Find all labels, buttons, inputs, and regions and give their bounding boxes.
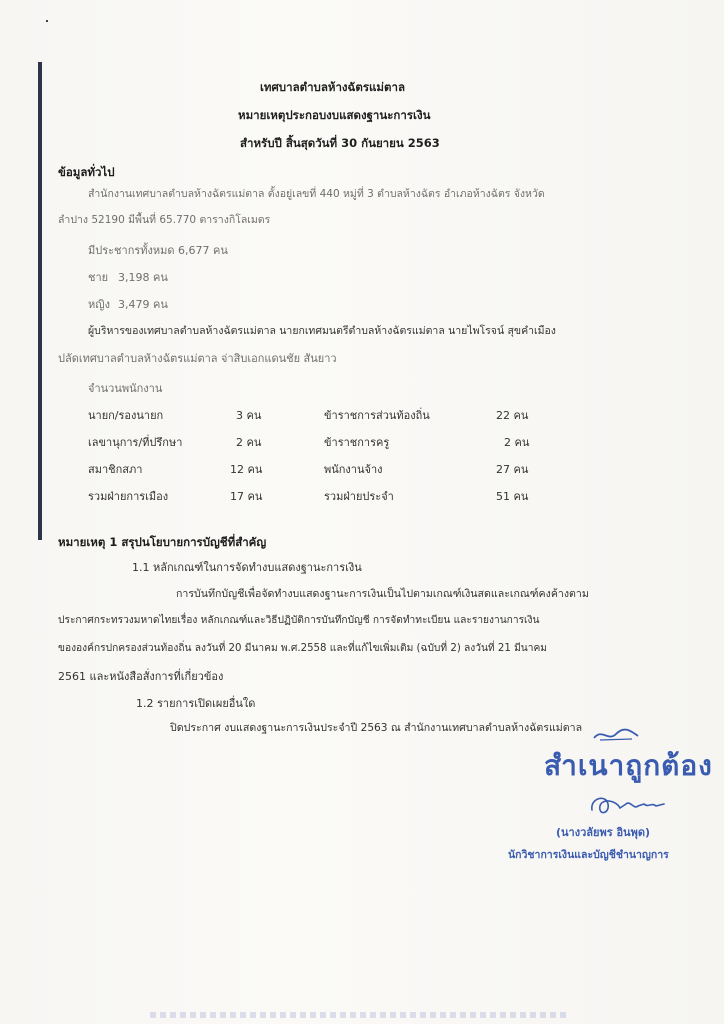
administrators-line2: ปลัดเทศบาลตำบลห้างฉัตรแม่ตาล จ่าสิบเอกแดนชัย สันยาว — [58, 352, 337, 365]
header-period: สำหรับปี สิ้นสุดวันที่ 30 กันยายน 2563 — [240, 136, 440, 150]
staff-left-label: นายก/รองนายก — [88, 409, 164, 422]
office-address-line1: สำนักงานเทศบาลตำบลห้างฉัตรแม่ตาล ตั้งอยู่เลขที่ 440 หมู่ที่ 3 ตำบลห้างฉัตร อำเภอห้างฉัตร จังหวัด — [88, 188, 545, 200]
staff-right-value: 27 คน — [496, 463, 529, 476]
scan-artifact — [150, 1012, 570, 1018]
staff-right-label: ข้าราชการส่วนท้องถิ่น — [324, 409, 430, 422]
section-1-1-title: 1.1 หลักเกณฑ์ในการจัดทำงบแสดงฐานะการเงิน — [132, 561, 362, 574]
section-1-2-title: 1.2 รายการเปิดเผยอื่นใด — [136, 697, 256, 710]
staff-right-label: ข้าราชการครู — [324, 436, 390, 449]
speck — [46, 20, 48, 22]
section-1-1-paragraph-line2: ประกาศกระทรวงมหาดไทยเรื่อง หลักเกณฑ์และวิธีปฏิบัติการบันทึกบัญชี การจัดทำทะเบียน และรายงานการเงิน — [58, 615, 540, 626]
staff-heading: จำนวนพนักงาน — [88, 382, 163, 395]
note1-heading: หมายเหตุ 1 สรุปนโยบายการบัญชีที่สำคัญ — [58, 535, 267, 549]
female-value: 3,479 คน — [118, 298, 168, 311]
staff-right-value: 51 คน — [496, 490, 529, 503]
binding-margin-line — [38, 62, 42, 540]
staff-left-value: 3 คน — [236, 409, 262, 422]
section-1-2-paragraph: ปิดประกาศ งบแสดงฐานะการเงินประจำปี 2563 ณ สำนักงานเทศบาลตำบลห้างฉัตรแม่ตาล — [170, 722, 583, 734]
signer-name: (นางวลัยพร อินพุด) — [556, 826, 650, 839]
staff-right-value: 22 คน — [496, 409, 529, 422]
section-1-1-paragraph-line4: 2561 และหนังสือสั่งการที่เกี่ยวข้อง — [58, 670, 224, 683]
initials-scribble — [592, 722, 642, 744]
staff-left-value: 12 คน — [230, 463, 263, 476]
staff-right-label: รวมฝ่ายประจำ — [324, 490, 394, 503]
staff-right-value: 2 คน — [504, 436, 530, 449]
staff-left-label: รวมฝ่ายการเมือง — [88, 490, 169, 503]
staff-left-value: 2 คน — [236, 436, 262, 449]
certified-copy-stamp: สำเนาถูกต้อง — [544, 749, 713, 782]
population-total: มีประชากรทั้งหมด 6,677 คน — [88, 244, 228, 257]
staff-left-label: เลขานุการ/ที่ปรึกษา — [88, 436, 183, 449]
staff-left-label: สมาชิกสภา — [88, 463, 143, 476]
office-address-line2: ลำปาง 52190 มีพื้นที่ 65.770 ตารางกิโลเมตร — [58, 214, 271, 226]
administrators-line1: ผู้บริหารของเทศบาลตำบลห้างฉัตรแม่ตาล นายกเทศมนตรีตำบลห้างฉัตรแม่ตาล นายไพโรจน์ สุขคำเมือง — [88, 325, 556, 337]
general-info-heading: ข้อมูลทั่วไป — [58, 165, 115, 179]
section-1-1-paragraph-line3: ขององค์กรปกครองส่วนท้องถิ่น ลงวันที่ 20 มีนาคม พ.ศ.2558 และที่แก้ไขเพิ่มเติม (ฉบับที่ 2) ลงวันที่ 21 มีนาคม — [58, 643, 548, 654]
header-organization: เทศบาลตำบลห้างฉัตรแม่ตาล — [260, 80, 405, 94]
male-label: ชาย — [88, 271, 109, 284]
handwritten-signature — [586, 790, 676, 820]
header-document-title: หมายเหตุประกอบงบแสดงฐานะการเงิน — [238, 108, 431, 122]
staff-left-value: 17 คน — [230, 490, 263, 503]
section-1-1-paragraph-line1: การบันทึกบัญชีเพื่อจัดทำงบแสดงฐานะการเงินเป็นไปตามเกณฑ์เงินสดและเกณฑ์คงค้างตาม — [176, 588, 589, 600]
staff-right-label: พนักงานจ้าง — [324, 463, 383, 476]
female-label: หญิง — [88, 298, 110, 311]
signer-title: นักวิชาการเงินและบัญชีชำนาญการ — [508, 849, 669, 861]
male-value: 3,198 คน — [118, 271, 168, 284]
